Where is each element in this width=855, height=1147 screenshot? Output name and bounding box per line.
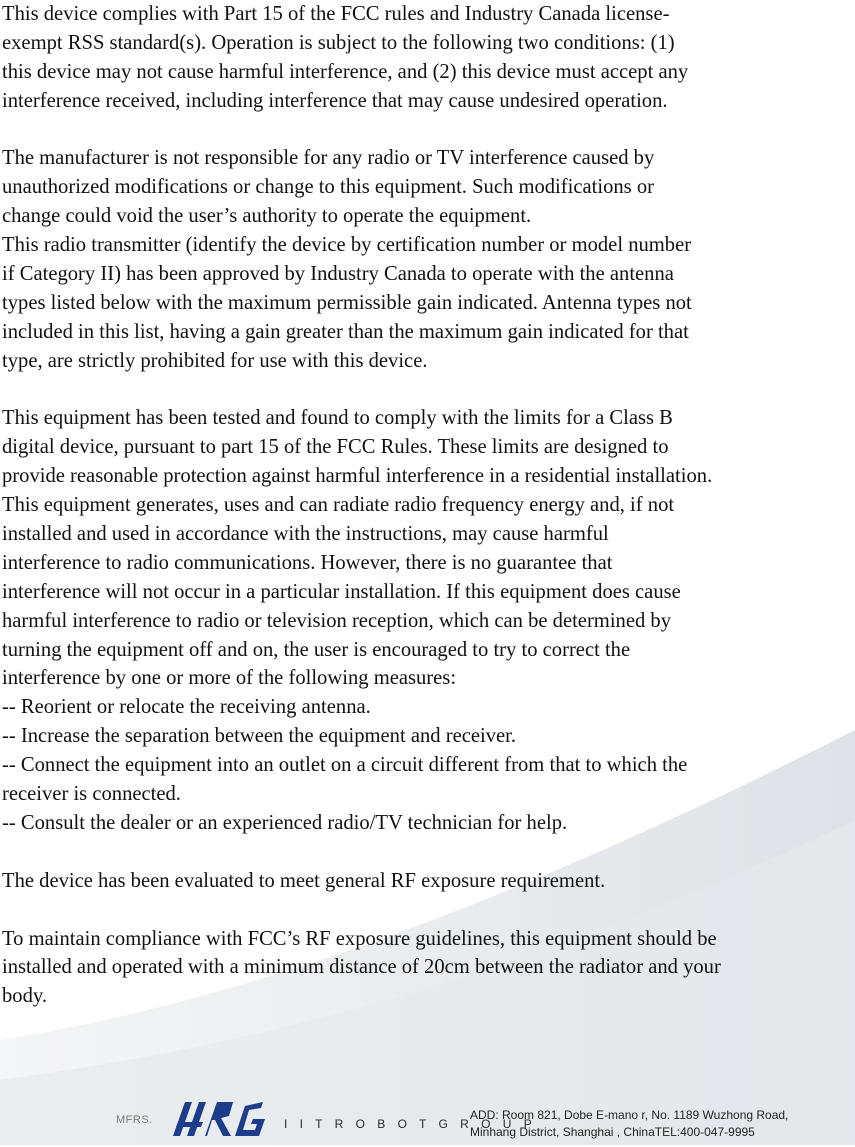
hrg-logo [165, 1096, 277, 1142]
measure-item: -- Reorient or relocate the receiving antenna. [2, 696, 371, 719]
text-line: change could void the user’s authority to operate the equipment. [2, 205, 532, 228]
text-line: if Category II) has been approved by Industry Canada to operate with the antenna [2, 263, 674, 286]
company-address [470, 1107, 788, 1141]
text-line: type, are strictly prohibited for use with this device. [2, 349, 428, 372]
text-line: types listed below with the maximum permissible gain indicated. Antenna types not [2, 291, 692, 314]
paragraph-rf-distance [2, 925, 855, 1012]
text-line: turning the equipment off and on, the user is encouraged to try to correct the [2, 638, 631, 661]
text-line: exempt RSS standard(s). Operation is subject to the following two conditions: (1) [2, 31, 675, 54]
mfrs-label: MFRS. [116, 1114, 153, 1126]
text-line: provide reasonable protection against harmful interference in a residential installation. [2, 465, 713, 488]
text-line: interference by one or more of the following measures: [2, 667, 457, 690]
text-line: interference will not occur in a particular installation. If this equipment does cause [2, 580, 681, 603]
address-line: Minhang District, Shanghai , ChinaTEL:400-047-9995 [470, 1125, 755, 1139]
text-line: This radio transmitter (identify the device by certification number or model number [2, 234, 692, 257]
fcc-statement [2, 0, 855, 1011]
paragraph-gap [2, 838, 855, 867]
text-line: digital device, pursuant to part 15 of the FCC Rules. These limits are designed to [2, 436, 669, 459]
paragraph-manufacturer-disclaimer [2, 144, 855, 375]
text-line: interference to radio communications. However, there is no guarantee that [2, 551, 613, 574]
text-line: This equipment generates, uses and can radiate radio frequency energy and, if not [2, 494, 675, 517]
text-line: This equipment has been tested and found to comply with the limits for a Class B [2, 407, 673, 430]
text-line: installed and used in accordance with the instructions, may cause harmful [2, 523, 609, 546]
paragraph-gap [2, 116, 855, 145]
text-line: installed and operated with a minimum distance of 20cm between the radiator and your [2, 956, 721, 979]
address-line: ADD: Room 821, Dobe E-mano r, No. 1189 Wuzhong Road, [470, 1108, 789, 1122]
paragraph-rf-exposure [2, 867, 855, 896]
text-line: body. [2, 985, 47, 1008]
text-line: included in this list, having a gain greater than the maximum gain indicated for that [2, 320, 689, 343]
text-line: receiver is connected. [2, 783, 181, 806]
paragraph-class-b-statement [2, 404, 855, 837]
paragraph-gap [2, 376, 855, 405]
measure-item: -- Connect the equipment into an outlet on a circuit different from that to which the [2, 754, 688, 777]
hrg-logo-icon [165, 1096, 277, 1142]
paragraph-fcc-ic-compliance [2, 0, 855, 116]
text-line: The device has been evaluated to meet general RF exposure requirement. [2, 869, 606, 892]
text-line: To maintain compliance with FCC’s RF exposure guidelines, this equipment should be [2, 927, 717, 950]
measure-item: -- Increase the separation between the equipment and receiver. [2, 725, 517, 748]
text-line: unauthorized modifications or change to this equipment. Such modifications or [2, 176, 654, 199]
text-line: This device complies with Part 15 of the FCC rules and Industry Canada license- [2, 3, 670, 25]
measure-item: -- Consult the dealer or an experienced radio/TV technician for help. [2, 811, 568, 834]
text-line: interference received, including interference that may cause undesired operation. [2, 89, 668, 112]
text-line: The manufacturer is not responsible for any radio or TV interference caused by [2, 147, 655, 170]
page-footer [0, 1090, 855, 1145]
group-name: I I T R O B O T G R O U P [284, 1117, 537, 1131]
text-line: harmful interference to radio or television reception, which can be determined by [2, 609, 672, 632]
text-line: this device may not cause harmful interference, and (2) this device must accept any [2, 60, 689, 83]
paragraph-gap [2, 896, 855, 925]
